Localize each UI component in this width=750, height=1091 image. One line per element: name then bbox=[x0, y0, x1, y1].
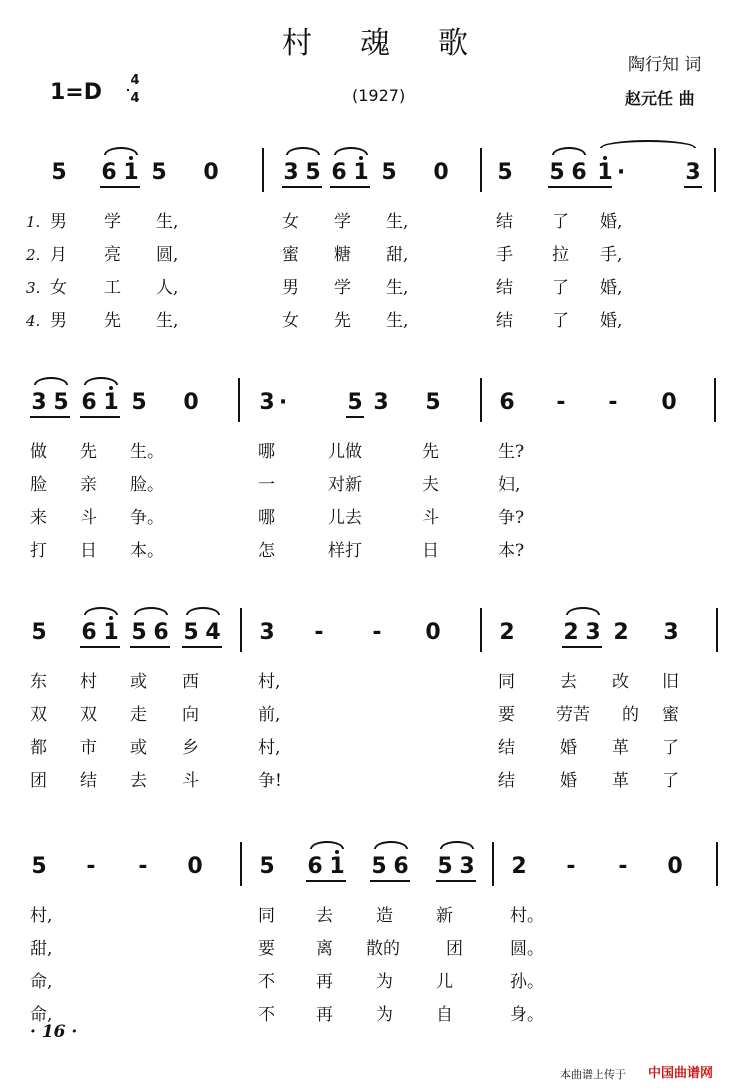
eighth-beam bbox=[370, 880, 410, 882]
note: 5 bbox=[31, 620, 47, 645]
lyric: 乡 bbox=[182, 738, 199, 758]
high-octave-dot bbox=[359, 156, 363, 160]
lyric: 脸 bbox=[30, 475, 47, 495]
upload-credit: 本曲谱上传于 bbox=[560, 1068, 626, 1081]
lyric: 团 bbox=[30, 771, 47, 791]
lyric: 了 bbox=[552, 311, 569, 331]
lyric: 去 bbox=[316, 906, 333, 926]
high-octave-dot bbox=[109, 386, 113, 390]
verse-number: 3. bbox=[26, 279, 41, 297]
lyric: 生, bbox=[156, 311, 179, 331]
lyric: 前, bbox=[258, 705, 281, 725]
lyric: 生, bbox=[156, 212, 179, 232]
lyric: 斗 bbox=[182, 771, 199, 791]
lyric: 再 bbox=[316, 1005, 333, 1025]
lyric: 革 bbox=[612, 771, 629, 791]
lyric: 或 bbox=[130, 738, 147, 758]
lyric: 争? bbox=[498, 508, 525, 528]
meter-top: 4 bbox=[130, 73, 140, 88]
barline bbox=[714, 148, 716, 192]
note: 3 bbox=[259, 620, 275, 645]
lyric: 走 bbox=[130, 705, 147, 725]
note: 6 bbox=[499, 390, 515, 415]
note: 6 bbox=[81, 390, 97, 415]
lyric: 了 bbox=[552, 278, 569, 298]
lyric: 同 bbox=[498, 672, 515, 692]
lyric: 去 bbox=[560, 672, 577, 692]
eighth-beam bbox=[282, 186, 322, 188]
note: 5 bbox=[31, 854, 47, 879]
slur bbox=[566, 607, 600, 615]
lyric: 亲 bbox=[80, 475, 97, 495]
lyric: 日 bbox=[422, 541, 439, 561]
barline bbox=[262, 148, 264, 192]
note: 5 bbox=[381, 160, 397, 185]
slur bbox=[34, 377, 68, 385]
lyric: 手 bbox=[496, 245, 513, 265]
lyric: 男 bbox=[282, 278, 299, 298]
lyric: 旧 bbox=[662, 672, 679, 692]
verse-number: 1. bbox=[26, 213, 41, 231]
note: 3 bbox=[663, 620, 679, 645]
slur bbox=[310, 841, 344, 849]
lyric: 争。 bbox=[130, 508, 164, 528]
note: 6 bbox=[307, 854, 323, 879]
lyric: 甜, bbox=[30, 939, 53, 959]
lyric: 学 bbox=[334, 278, 351, 298]
note: 4 bbox=[205, 620, 221, 645]
lyric: 村, bbox=[258, 672, 281, 692]
lyric: 婚, bbox=[600, 212, 623, 232]
lyric: 村 bbox=[80, 672, 97, 692]
lyric: 要 bbox=[258, 939, 275, 959]
dash: - bbox=[372, 620, 382, 645]
lyric: 先 bbox=[104, 311, 121, 331]
lyric: 婚, bbox=[600, 311, 623, 331]
note: 1 bbox=[123, 160, 139, 185]
note: 5 bbox=[183, 620, 199, 645]
lyric: 生。 bbox=[130, 442, 164, 462]
tie-across-bar bbox=[600, 140, 696, 148]
slur bbox=[552, 147, 586, 155]
lyric: 拉 bbox=[552, 245, 569, 265]
note: 3 bbox=[283, 160, 299, 185]
high-octave-dot bbox=[603, 156, 607, 160]
note: 1 bbox=[103, 620, 119, 645]
eighth-beam bbox=[548, 186, 612, 188]
lyric: 先 bbox=[334, 311, 351, 331]
lyric: 哪 bbox=[258, 442, 275, 462]
lyric: 来 bbox=[30, 508, 47, 528]
lyric: 对新 bbox=[328, 475, 362, 495]
note: 6 bbox=[571, 160, 587, 185]
slur bbox=[84, 607, 118, 615]
lyric: 生, bbox=[386, 278, 409, 298]
lyric: 月 bbox=[50, 245, 67, 265]
lyric: 生, bbox=[386, 212, 409, 232]
note: 5 bbox=[347, 390, 363, 415]
time-signature bbox=[127, 74, 143, 106]
lyric: 革 bbox=[612, 738, 629, 758]
slur bbox=[440, 841, 474, 849]
lyric: 离 bbox=[316, 939, 333, 959]
note: 5 bbox=[131, 620, 147, 645]
note: 5 bbox=[151, 160, 167, 185]
lyric: 身。 bbox=[510, 1005, 544, 1025]
lyric: 手, bbox=[600, 245, 623, 265]
lyric: 男 bbox=[50, 311, 67, 331]
slur bbox=[186, 607, 220, 615]
lyric: 或 bbox=[130, 672, 147, 692]
lyric: 蜜 bbox=[662, 705, 679, 725]
eighth-beam bbox=[562, 646, 602, 648]
note: 3 bbox=[685, 160, 701, 185]
note: 5 bbox=[259, 854, 275, 879]
note: 3 bbox=[373, 390, 389, 415]
augmentation-dot: · bbox=[278, 390, 288, 415]
note: 0 bbox=[667, 854, 683, 879]
lyric: 一 bbox=[258, 475, 275, 495]
note: 0 bbox=[661, 390, 677, 415]
note: 3 bbox=[259, 390, 275, 415]
barline bbox=[492, 842, 494, 886]
lyric: 亮 bbox=[104, 245, 121, 265]
meter-line bbox=[127, 89, 129, 91]
dash: - bbox=[86, 854, 96, 879]
note: 5 bbox=[437, 854, 453, 879]
lyric: 团 bbox=[446, 939, 463, 959]
eighth-beam bbox=[130, 646, 170, 648]
lyric: 西 bbox=[182, 672, 199, 692]
high-octave-dot bbox=[129, 156, 133, 160]
augmentation-dot: · bbox=[616, 160, 626, 185]
lyric: 村。 bbox=[510, 906, 544, 926]
lyric: 本。 bbox=[130, 541, 164, 561]
lyric: 造 bbox=[376, 906, 393, 926]
eighth-beam bbox=[346, 416, 364, 418]
barline bbox=[240, 842, 242, 886]
eighth-beam bbox=[182, 646, 222, 648]
lyric: 妇, bbox=[498, 475, 521, 495]
key-signature: 1=D bbox=[50, 80, 103, 105]
eighth-beam bbox=[330, 186, 370, 188]
note: 2 bbox=[563, 620, 579, 645]
lyric: 了 bbox=[552, 212, 569, 232]
lyric: 日 bbox=[80, 541, 97, 561]
lyric: 本? bbox=[498, 541, 525, 561]
eighth-beam bbox=[100, 186, 140, 188]
lyric: 甜, bbox=[386, 245, 409, 265]
lyric: 脸。 bbox=[130, 475, 164, 495]
lyric: 村, bbox=[30, 906, 53, 926]
lyric: 向 bbox=[182, 705, 199, 725]
lyric: 男 bbox=[50, 212, 67, 232]
verse-number: 4. bbox=[26, 312, 41, 330]
lyric: 女 bbox=[50, 278, 67, 298]
composition-year: (1927) bbox=[352, 86, 406, 105]
slur bbox=[334, 147, 368, 155]
lyric: 为 bbox=[376, 1005, 393, 1025]
note: 1 bbox=[353, 160, 369, 185]
barline bbox=[480, 608, 482, 652]
lyric: 去 bbox=[130, 771, 147, 791]
barline bbox=[716, 608, 718, 652]
lyric: 婚, bbox=[600, 278, 623, 298]
page-number: · 16 · bbox=[30, 1022, 78, 1042]
lyric: 人, bbox=[156, 278, 179, 298]
note: 3 bbox=[459, 854, 475, 879]
lyric: 婚 bbox=[560, 738, 577, 758]
lyric: 不 bbox=[258, 1005, 275, 1025]
song-title: 村魂歌 bbox=[282, 26, 516, 61]
note: 2 bbox=[613, 620, 629, 645]
lyric: 女 bbox=[282, 311, 299, 331]
lyric: 学 bbox=[104, 212, 121, 232]
lyric: 结 bbox=[80, 771, 97, 791]
slur bbox=[134, 607, 168, 615]
lyric: 结 bbox=[496, 212, 513, 232]
lyric: 不 bbox=[258, 972, 275, 992]
note: 0 bbox=[203, 160, 219, 185]
lyric: 糖 bbox=[334, 245, 351, 265]
site-logo[interactable]: 中国曲谱网 bbox=[648, 1066, 714, 1081]
lyric: 了 bbox=[662, 771, 679, 791]
barline bbox=[714, 378, 716, 422]
lyric: 都 bbox=[30, 738, 47, 758]
lyric: 儿 bbox=[436, 972, 453, 992]
lyric: 儿做 bbox=[328, 442, 362, 462]
lyric: 改 bbox=[612, 672, 629, 692]
dash: - bbox=[138, 854, 148, 879]
eighth-beam bbox=[306, 880, 346, 882]
meter-bottom: 4 bbox=[130, 91, 140, 106]
note: 1 bbox=[597, 160, 613, 185]
lyric: 双 bbox=[30, 705, 47, 725]
high-octave-dot bbox=[109, 616, 113, 620]
lyric: 结 bbox=[498, 771, 515, 791]
slur bbox=[84, 377, 118, 385]
barline bbox=[480, 378, 482, 422]
eighth-beam bbox=[684, 186, 702, 188]
eighth-beam bbox=[80, 416, 120, 418]
lyric: 市 bbox=[80, 738, 97, 758]
lyric: 为 bbox=[376, 972, 393, 992]
dash: - bbox=[608, 390, 618, 415]
lyric: 的 bbox=[622, 705, 639, 725]
note: 5 bbox=[305, 160, 321, 185]
note: 5 bbox=[131, 390, 147, 415]
lyric: 斗 bbox=[80, 508, 97, 528]
note: 0 bbox=[183, 390, 199, 415]
slur bbox=[104, 147, 138, 155]
note: 3 bbox=[31, 390, 47, 415]
lyric: 同 bbox=[258, 906, 275, 926]
lyric: 婚 bbox=[560, 771, 577, 791]
composer-credit: 赵元任 曲 bbox=[625, 89, 695, 108]
note: 2 bbox=[511, 854, 527, 879]
lyric: 要 bbox=[498, 705, 515, 725]
eighth-beam bbox=[80, 646, 120, 648]
barline bbox=[480, 148, 482, 192]
lyric: 结 bbox=[496, 311, 513, 331]
lyric: 工 bbox=[104, 278, 121, 298]
note: 3 bbox=[585, 620, 601, 645]
barline bbox=[238, 378, 240, 422]
lyric: 圆。 bbox=[510, 939, 544, 959]
lyric: 了 bbox=[662, 738, 679, 758]
lyric: 学 bbox=[334, 212, 351, 232]
eighth-beam bbox=[436, 880, 476, 882]
note: 0 bbox=[425, 620, 441, 645]
eighth-beam bbox=[30, 416, 70, 418]
lyric: 再 bbox=[316, 972, 333, 992]
slur bbox=[374, 841, 408, 849]
lyric: 儿去 bbox=[328, 508, 362, 528]
lyric: 争! bbox=[258, 771, 282, 791]
lyric: 做 bbox=[30, 442, 47, 462]
note: 0 bbox=[433, 160, 449, 185]
verse-number: 2. bbox=[26, 246, 41, 264]
lyric: 斗 bbox=[422, 508, 439, 528]
lyric: 夫 bbox=[422, 475, 439, 495]
lyric: 命, bbox=[30, 972, 53, 992]
high-octave-dot bbox=[335, 850, 339, 854]
note: 5 bbox=[497, 160, 513, 185]
note: 5 bbox=[549, 160, 565, 185]
lyric: 双 bbox=[80, 705, 97, 725]
lyric: 东 bbox=[30, 672, 47, 692]
lyric: 圆, bbox=[156, 245, 179, 265]
lyric: 结 bbox=[498, 738, 515, 758]
note: 1 bbox=[329, 854, 345, 879]
note: 6 bbox=[393, 854, 409, 879]
lyric: 先 bbox=[422, 442, 439, 462]
note: 6 bbox=[153, 620, 169, 645]
lyricist-credit: 陶行知 词 bbox=[628, 55, 702, 75]
dash: - bbox=[556, 390, 566, 415]
lyric: 打 bbox=[30, 541, 47, 561]
note: 2 bbox=[499, 620, 515, 645]
note: 6 bbox=[101, 160, 117, 185]
lyric: 自 bbox=[436, 1005, 453, 1025]
lyric: 生, bbox=[386, 311, 409, 331]
note: 1 bbox=[103, 390, 119, 415]
slur bbox=[286, 147, 320, 155]
note: 0 bbox=[187, 854, 203, 879]
lyric: 哪 bbox=[258, 508, 275, 528]
note: 5 bbox=[53, 390, 69, 415]
note: 5 bbox=[371, 854, 387, 879]
lyric: 新 bbox=[436, 906, 453, 926]
lyric: 结 bbox=[496, 278, 513, 298]
note: 5 bbox=[425, 390, 441, 415]
lyric: 蜜 bbox=[282, 245, 299, 265]
lyric: 孙。 bbox=[510, 972, 544, 992]
barline bbox=[240, 608, 242, 652]
dash: - bbox=[314, 620, 324, 645]
lyric: 散的 bbox=[366, 939, 400, 959]
lyric: 劳苦 bbox=[556, 705, 590, 725]
dash: - bbox=[566, 854, 576, 879]
lyric: 生? bbox=[498, 442, 525, 462]
lyric: 女 bbox=[282, 212, 299, 232]
lyric: 怎 bbox=[258, 541, 275, 561]
dash: - bbox=[618, 854, 628, 879]
lyric: 命, bbox=[30, 1005, 53, 1025]
lyric: 样打 bbox=[328, 541, 362, 561]
lyric: 先 bbox=[80, 442, 97, 462]
note: 6 bbox=[331, 160, 347, 185]
note: 5 bbox=[51, 160, 67, 185]
lyric: 村, bbox=[258, 738, 281, 758]
barline bbox=[716, 842, 718, 886]
note: 6 bbox=[81, 620, 97, 645]
